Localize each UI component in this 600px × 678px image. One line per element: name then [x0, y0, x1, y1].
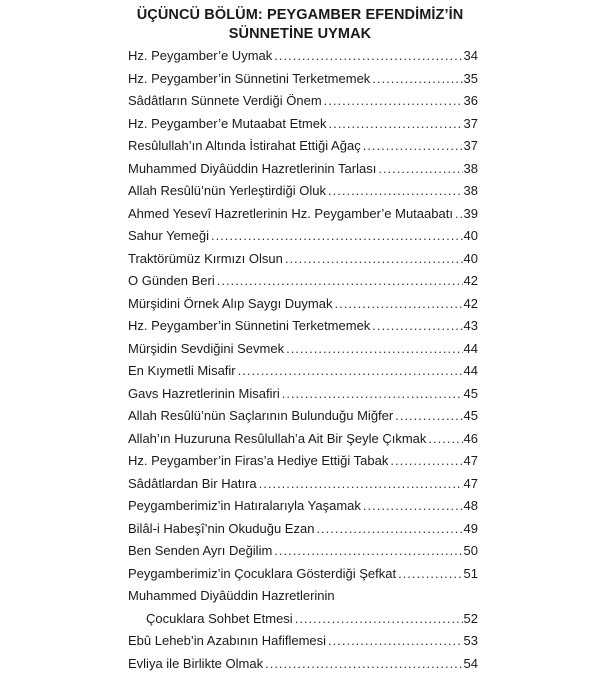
- toc-entry-title: Ebû Leheb’in Azabının Hafiflemesi: [128, 633, 326, 648]
- toc-dot-leader: [363, 138, 463, 153]
- toc-entry-title: En Kıymetli Misafir: [128, 363, 236, 378]
- toc-entry-title: Peygamberimiz’in Hatıralarıyla Yaşamak: [128, 498, 361, 513]
- section-heading-line-2: SÜNNETİNE UYMAK: [0, 25, 600, 44]
- toc-entry-title: Hz. Peygamber’in Sünnetini Terketmemek: [128, 318, 370, 333]
- toc-dot-leader: [259, 476, 463, 491]
- toc-entry-page-number: 42: [464, 273, 478, 288]
- toc-entry-title: Gavs Hazretlerinin Misafiri: [128, 386, 280, 401]
- toc-entry-page-number: 39: [464, 206, 478, 221]
- toc-entry: [128, 318, 478, 341]
- toc-entry: [128, 386, 478, 409]
- toc-dot-leader: [217, 273, 463, 288]
- toc-dot-leader: [238, 363, 463, 378]
- toc-entry: [128, 611, 478, 634]
- toc-entry: [128, 161, 478, 184]
- toc-entry-page-number: 53: [464, 633, 478, 648]
- toc-entry-page-number: 44: [464, 363, 478, 378]
- toc-entry-page-number: 38: [464, 161, 478, 176]
- toc-entry: [128, 71, 478, 94]
- toc-entry-title: Traktörümüz Kırmızı Olsun: [128, 251, 283, 266]
- toc-entry: [128, 543, 478, 566]
- toc-dot-leader: [395, 408, 462, 423]
- toc-entry-page-number: 54: [464, 656, 478, 671]
- toc-entry: [128, 431, 478, 454]
- toc-dot-leader: [316, 521, 462, 536]
- toc-entry-page-number: 36: [464, 93, 478, 108]
- toc-entry-title: Ahmed Yesevî Hazretlerinin Hz. Peygamber’e Mutaabatı: [128, 206, 453, 221]
- toc-entry: [128, 566, 478, 589]
- toc-dot-leader: [334, 296, 462, 311]
- toc-entry-title: Hz. Peygamber’in Firas’a Hediye Ettiği Tabak: [128, 453, 388, 468]
- toc-entry: [128, 296, 478, 319]
- toc-entry: [128, 633, 478, 656]
- toc-entry-page-number: 45: [464, 386, 478, 401]
- toc-entry: [128, 408, 478, 431]
- toc-entry-page-number: 40: [464, 251, 478, 266]
- toc-entry-page-number: 52: [464, 611, 478, 626]
- toc-entry-page-number: 43: [464, 318, 478, 333]
- toc-entry-page-number: 37: [464, 138, 478, 153]
- toc-entry: [128, 363, 478, 386]
- toc-dot-leader: [286, 341, 462, 356]
- toc-dot-leader: [328, 633, 463, 648]
- toc-entry: [128, 521, 478, 544]
- toc-dot-leader: [295, 611, 463, 626]
- toc-entry-title: Hz. Peygamber’e Uymak: [128, 48, 272, 63]
- toc-dot-leader: [328, 116, 462, 131]
- toc-entry-page-number: 46: [464, 431, 478, 446]
- toc-entry-title: Evliya ile Birlikte Olmak: [128, 656, 263, 671]
- toc-entry-title: Sâdâtların Sünnete Verdiği Önem: [128, 93, 322, 108]
- toc-entry-title: O Günden Beri: [128, 273, 215, 288]
- toc-entry: [128, 183, 478, 206]
- toc-entry: [128, 251, 478, 274]
- toc-entry-page-number: 38: [464, 183, 478, 198]
- toc-entry: [128, 341, 478, 364]
- toc-entry: [128, 656, 478, 678]
- toc-entry-title: Allah’ın Huzuruna Resûlullah’a Ait Bir Şeyle Çıkmak: [128, 431, 426, 446]
- toc-entry: [128, 476, 478, 499]
- toc-entry: [128, 206, 478, 229]
- toc-entry-title: Ben Senden Ayrı Değilim: [128, 543, 272, 558]
- toc-entry-title: Bilâl-i Habeşî’nin Okuduğu Ezan: [128, 521, 314, 536]
- toc-dot-leader: [324, 93, 463, 108]
- toc-entry-page-number: 49: [464, 521, 478, 536]
- toc-entry-title: Hz. Peygamber’e Mutaabat Etmek: [128, 116, 326, 131]
- section-heading-line-1: ÜÇÜNCÜ BÖLÜM: PEYGAMBER EFENDİMİZ’İN: [0, 6, 600, 25]
- toc-dot-leader: [398, 566, 462, 581]
- toc-dot-leader: [455, 206, 463, 221]
- toc-entry-page-number: 42: [464, 296, 478, 311]
- toc-dot-leader: [285, 251, 463, 266]
- toc-entry-page-number: 47: [464, 476, 478, 491]
- toc-entry: [128, 48, 478, 71]
- toc-entry-page-number: 51: [464, 566, 478, 581]
- toc-entry-title: Muhammed Diyâüddin Hazretlerinin: [128, 588, 335, 603]
- toc-dot-leader: [274, 543, 462, 558]
- toc-dot-leader: [372, 318, 462, 333]
- toc-entry: [128, 116, 478, 139]
- toc-entry-page-number: 48: [464, 498, 478, 513]
- toc-entry-title: Çocuklara Sohbet Etmesi: [128, 611, 293, 626]
- toc-entry-page-number: 34: [464, 48, 478, 63]
- toc-entry: [128, 228, 478, 251]
- toc-dot-leader: [372, 71, 462, 86]
- toc-dot-leader: [363, 498, 463, 513]
- toc-entry-title: Resûlullah’ın Altında İstirahat Ettiği Ağaç: [128, 138, 361, 153]
- toc-entry: [128, 138, 478, 161]
- toc-entry: [128, 588, 478, 611]
- toc-dot-leader: [211, 228, 463, 243]
- toc-entry-title: Mürşidini Örnek Alıp Saygı Duymak: [128, 296, 332, 311]
- toc-entry-title: Muhammed Diyâüddin Hazretlerinin Tarlası: [128, 161, 376, 176]
- toc-entry: [128, 498, 478, 521]
- toc-entry-title: Peygamberimiz’in Çocuklara Gösterdiği Şefkat: [128, 566, 396, 581]
- toc-dot-leader: [378, 161, 462, 176]
- section-heading: [0, 6, 600, 44]
- toc-entry-title: Allah Resûlü’nün Yerleştirdiği Oluk: [128, 183, 326, 198]
- toc-entry-page-number: 44: [464, 341, 478, 356]
- toc-entry-page-number: 50: [464, 543, 478, 558]
- toc-entry-title: Allah Resûlü’nün Saçlarının Bulunduğu Miğfer: [128, 408, 393, 423]
- toc-dot-leader: [428, 431, 462, 446]
- toc-entry-title: Mürşidin Sevdiğini Sevmek: [128, 341, 284, 356]
- toc-entry: [128, 273, 478, 296]
- toc-dot-leader: [328, 183, 463, 198]
- toc-entry-page-number: 40: [464, 228, 478, 243]
- toc-list: [128, 48, 478, 678]
- toc-dot-leader: [282, 386, 463, 401]
- toc-entry: [128, 93, 478, 116]
- toc-dot-leader: [274, 48, 462, 63]
- toc-dot-leader: [390, 453, 462, 468]
- toc-entry-page-number: 47: [464, 453, 478, 468]
- toc-entry-title: Hz. Peygamber’in Sünnetini Terketmemek: [128, 71, 370, 86]
- toc-entry-page-number: 35: [464, 71, 478, 86]
- toc-entry-page-number: 37: [464, 116, 478, 131]
- toc-entry: [128, 453, 478, 476]
- toc-entry-title: Sahur Yemeği: [128, 228, 209, 243]
- toc-dot-leader: [265, 656, 462, 671]
- toc-entry-title: Sâdâtlardan Bir Hatıra: [128, 476, 257, 491]
- toc-entry-page-number: 45: [464, 408, 478, 423]
